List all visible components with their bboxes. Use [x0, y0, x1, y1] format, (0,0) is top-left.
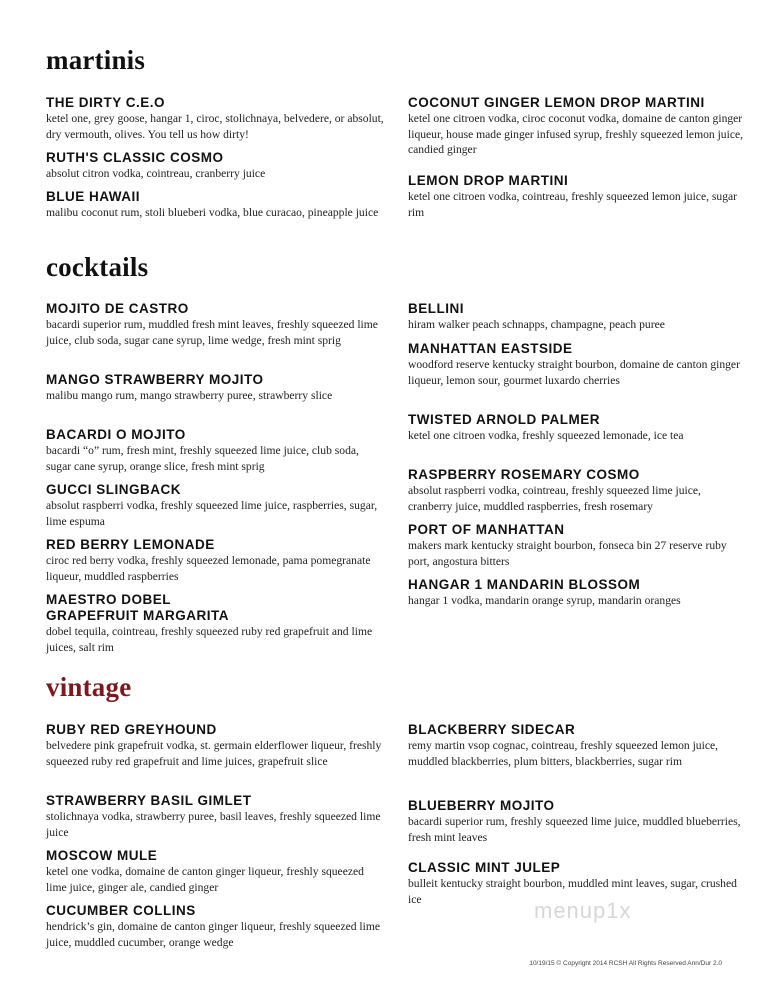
- menu-item: [46, 592, 386, 655]
- item-name: MANHATTAN EASTSIDE: [408, 341, 573, 356]
- item-description: hangar 1 vodka, mandarin orange syrup, mandarin oranges: [408, 594, 681, 607]
- item-name: BACARDI O MOJITO: [46, 427, 186, 442]
- footer-copyright: 10/19/15 © Copyright 2014 RCSH All Rights Reserved Ann/Dur 2.0: [529, 960, 722, 967]
- menu-item: [46, 537, 386, 584]
- item-description: bacardi “o” rum, fresh mint, freshly squeezed lime juice, club soda, sugar cane syrup, orange slice, fresh mint sprig: [46, 444, 359, 473]
- item-description: belvedere pink grapefruit vodka, st. germain elderflower liqueur, freshly squeezed ruby red grapefruit and lime juices, grapefruit slice: [46, 739, 382, 768]
- item-description: ketel one citroen vodka, cointreau, freshly squeezed lemon juice, sugar rim: [408, 190, 738, 219]
- item-description: ciroc red berry vodka, freshly squeezed lemonade, pama pomegranate liqueur, muddled raspberries: [46, 554, 371, 583]
- menu-item: [408, 173, 748, 220]
- menu-item: [408, 412, 748, 444]
- menu-item: [46, 848, 386, 895]
- item-description: bulleit kentucky straight bourbon, muddled mint leaves, sugar, crushed ice: [408, 877, 737, 906]
- item-name: HANGAR 1 MANDARIN BLOSSOM: [408, 577, 641, 592]
- item-name: BELLINI: [408, 301, 464, 316]
- item-description: absolut raspberri vodka, cointreau, freshly squeezed lime juice, cranberry juice, muddled raspberries, fresh rosemary: [408, 484, 701, 513]
- item-description: bacardi superior rum, muddled fresh mint leaves, freshly squeezed lime juice, club soda, sugar cane syrup, lime wedge, fresh mint sprig: [46, 318, 378, 347]
- item-description: ketel one citroen vodka, freshly squeezed lemonade, ice tea: [408, 429, 684, 442]
- menu-item: [46, 903, 386, 950]
- item-name: MOSCOW MULE: [46, 848, 158, 863]
- item-name: BLACKBERRY SIDECAR: [408, 722, 576, 737]
- menu-item: [408, 467, 748, 514]
- menu-item: [408, 577, 748, 609]
- item-name: MANGO STRAWBERRY MOJITO: [46, 372, 264, 387]
- item-name: THE DIRTY C.E.O: [46, 95, 166, 110]
- item-description: dobel tequila, cointreau, freshly squeezed ruby red grapefruit and lime juices, salt rim: [46, 625, 373, 654]
- item-name: GUCCI SLINGBACK: [46, 482, 181, 497]
- item-name: CLASSIC MINT JULEP: [408, 860, 561, 875]
- item-name: MAESTRO DOBEL GRAPEFRUIT MARGARITA: [46, 592, 229, 623]
- item-name: PORT OF MANHATTAN: [408, 522, 565, 537]
- item-description: stolichnaya vodka, strawberry puree, basil leaves, freshly squeezed lime juice: [46, 810, 381, 839]
- menu-item: [46, 427, 386, 474]
- item-description: ketel one citroen vodka, ciroc coconut vodka, domaine de canton ginger liqueur, house made ginger infused syrup, freshly squeezed lemon juice, candied ginger: [408, 112, 744, 156]
- menu-item: [46, 722, 386, 769]
- watermark: menup1x: [534, 898, 632, 923]
- item-description: bacardi superior rum, freshly squeezed lime juice, muddled blueberries, fresh mint leaves: [408, 815, 741, 844]
- item-description: hiram walker peach schnapps, champagne, peach puree: [408, 318, 665, 331]
- item-description: malibu coconut rum, stoli blueberi vodka, blue curacao, pineapple juice: [46, 206, 379, 219]
- menu-item: [408, 341, 748, 388]
- menu-item: [408, 95, 748, 158]
- item-description: ketel one vodka, domaine de canton ginger liqueur, freshly squeezed lime juice, ginger ale, candied ginger: [46, 865, 364, 894]
- item-name: COCONUT GINGER LEMON DROP MARTINI: [408, 95, 705, 110]
- item-description: woodford reserve kentucky straight bourbon, domaine de canton ginger liqueur, lemon sour, gourmet luxardo cherries: [408, 358, 740, 387]
- menu-item: [408, 301, 748, 333]
- item-name: BLUE HAWAII: [46, 189, 141, 204]
- item-name: STRAWBERRY BASIL GIMLET: [46, 793, 252, 808]
- item-name: RED BERRY LEMONADE: [46, 537, 215, 552]
- item-description: remy martin vsop cognac, cointreau, freshly squeezed lemon juice, muddled blackberries, plum bitters, blackberries, sugar rim: [408, 739, 719, 768]
- menu-item: [46, 793, 386, 840]
- menu-item: [46, 189, 386, 221]
- item-name: MOJITO DE CASTRO: [46, 301, 189, 316]
- section-title-cocktails: cocktails: [46, 252, 149, 282]
- item-description: ketel one, grey goose, hangar 1, ciroc, stolichnaya, belvedere, or absolut, dry vermouth, olives. You tell us how dirty!: [46, 112, 384, 141]
- item-name: RUBY RED GREYHOUND: [46, 722, 217, 737]
- item-name: BLUEBERRY MOJITO: [408, 798, 555, 813]
- item-name: CUCUMBER COLLINS: [46, 903, 196, 918]
- item-name: RASPBERRY ROSEMARY COSMO: [408, 467, 640, 482]
- menu-item: [408, 798, 748, 845]
- section-title-martinis: martinis: [46, 45, 146, 75]
- section-title-vintage: vintage: [46, 672, 132, 702]
- item-description: absolut citron vodka, cointreau, cranberry juice: [46, 167, 266, 180]
- menu-item: [46, 150, 386, 182]
- item-description: malibu mango rum, mango strawberry puree, strawberry slice: [46, 389, 333, 402]
- item-name: LEMON DROP MARTINI: [408, 173, 569, 188]
- menu-item: [46, 372, 386, 404]
- item-description: hendrick’s gin, domaine de canton ginger liqueur, freshly squeezed lime juice, muddled cucumber, orange wedge: [46, 920, 381, 949]
- item-description: absolut raspberri vodka, freshly squeezed lime juice, raspberries, sugar, lime espuma: [46, 499, 378, 528]
- menu-item: [46, 301, 386, 348]
- menu-item: [408, 722, 748, 769]
- item-name: TWISTED ARNOLD PALMER: [408, 412, 600, 427]
- menu-item: [46, 95, 386, 142]
- item-description: makers mark kentucky straight bourbon, fonseca bin 27 reserve ruby port, angostura bitters: [408, 539, 727, 568]
- item-name: RUTH'S CLASSIC COSMO: [46, 150, 224, 165]
- menu-item: [408, 522, 748, 569]
- menu-item: [46, 482, 386, 529]
